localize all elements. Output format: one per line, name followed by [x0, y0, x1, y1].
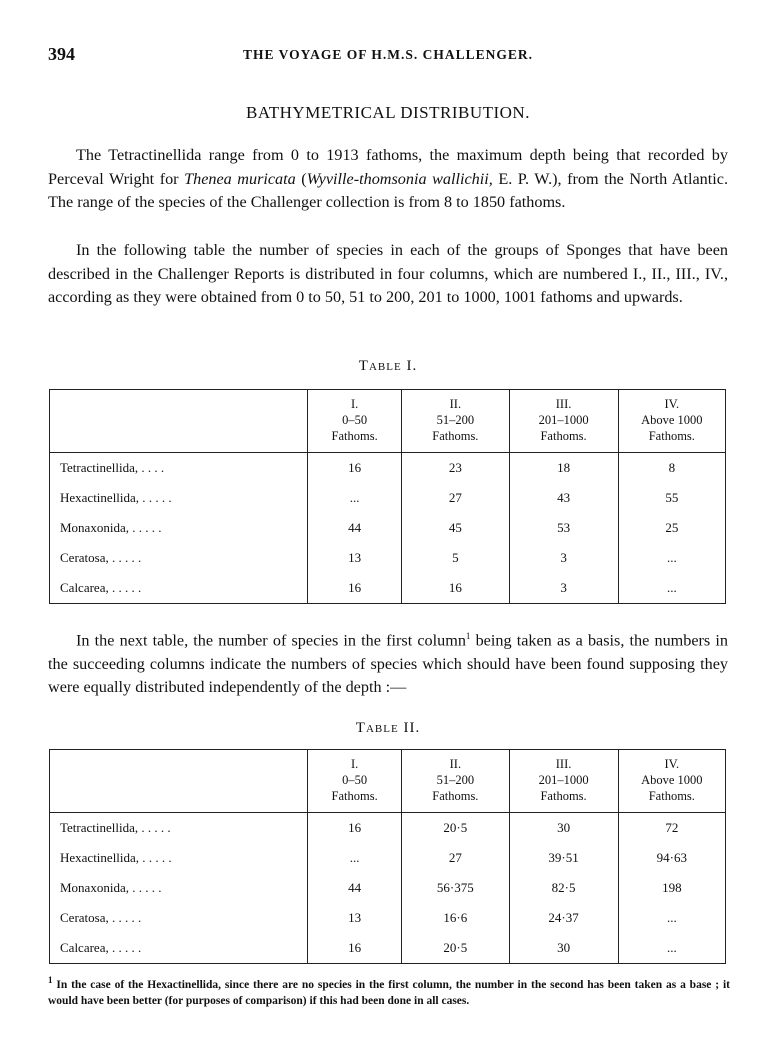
table-1-caption: [0, 358, 776, 375]
table-2-caption-word: able: [365, 720, 399, 736]
table-cell: 27: [402, 843, 509, 873]
table-cell: 23: [402, 453, 509, 484]
row-label: Hexactinellida, . . . . .: [60, 490, 172, 505]
table-row: [50, 483, 726, 513]
row-label: Calcarea, . . . . .: [60, 940, 142, 955]
table-cell: 44: [308, 873, 402, 903]
table-2: [49, 749, 726, 964]
table-cell: 94·63: [618, 843, 725, 873]
row-label: Monaxonida, . . . . .: [60, 880, 162, 895]
table-header-row: [50, 390, 726, 453]
table-cell: 27: [402, 483, 509, 513]
table-cell: ...: [618, 903, 725, 933]
table-cell: 20·5: [402, 813, 509, 844]
footnote-ref: 1: [465, 631, 471, 641]
table-cell: 43: [509, 483, 618, 513]
table-row: [50, 543, 726, 573]
table-cell: 8: [618, 453, 725, 484]
table-cell: 56·375: [402, 873, 509, 903]
paragraph-1: [48, 144, 728, 215]
table-cell: 20·5: [402, 933, 509, 964]
table-cell: 5: [402, 543, 509, 573]
table-row: [50, 813, 726, 844]
footnote-text: In the case of the Hexactinellida, since there are no species in the first column, the number in the second has been taken as a base ; it would have been better (for purposes of comparison) if this had been done in all cases.: [48, 978, 730, 1007]
table-header-col-2: II. 51–200 Fathoms.: [402, 750, 509, 813]
species-name-wyville: Wyville-thomsonia wallichii,: [306, 169, 493, 188]
table-cell: 55: [618, 483, 725, 513]
row-label: Ceratosa, . . . . .: [60, 910, 142, 925]
table-cell: 82·5: [509, 873, 618, 903]
table-cell: 25: [618, 513, 725, 543]
row-label: Calcarea, . . . . .: [60, 580, 142, 595]
table-row: [50, 573, 726, 604]
table-header-blank: [50, 390, 308, 453]
table-row: [50, 453, 726, 484]
section-title: BATHYMETRICAL DISTRIBUTION.: [246, 103, 530, 122]
table-cell: ...: [618, 543, 725, 573]
table-header-col-1: I. 0–50 Fathoms.: [308, 750, 402, 813]
table-cell: 3: [509, 543, 618, 573]
paragraph-1-text-a: The Tetractinellida range from 0 to 1913 fathoms, the maximum depth being that recorded by Perceval Wright for: [48, 146, 728, 188]
table-cell: 16: [308, 573, 402, 604]
table-header-col-1: I. 0–50 Fathoms.: [308, 390, 402, 453]
footnote-marker: 1: [48, 975, 53, 985]
footnote: [48, 972, 730, 1009]
table-1-caption-number: I.: [406, 358, 418, 374]
table-row: [50, 903, 726, 933]
paragraph-3-text-b: being taken as a basis, the numbers in the succeeding columns indicate the numbers of species which should have been found supposing they were equally distributed independently of the depth :—: [48, 631, 728, 697]
table-cell: 24·37: [509, 903, 618, 933]
row-label: Tetractinellida, . . . .: [60, 460, 165, 475]
table-1-caption-prefix: T: [358, 358, 369, 374]
table-cell: 13: [308, 903, 402, 933]
table-row: [50, 933, 726, 964]
row-label: Hexactinellida, . . . . .: [60, 850, 172, 865]
table-2-caption-prefix: T: [355, 720, 366, 736]
table-2-caption: [0, 720, 776, 737]
row-label: Ceratosa, . . . . .: [60, 550, 142, 565]
paragraph-3: [48, 625, 728, 700]
paragraph-1-text-b: (: [295, 169, 307, 188]
table-cell: ...: [618, 933, 725, 964]
table-cell: ...: [308, 843, 402, 873]
table-cell: 30: [509, 813, 618, 844]
table-cell: 16: [308, 933, 402, 964]
table-header-blank: [50, 750, 308, 813]
table-header-col-2: II. 51–200 Fathoms.: [402, 390, 509, 453]
table-cell: 198: [618, 873, 725, 903]
table-row: [50, 843, 726, 873]
table-1-caption-word: able: [368, 358, 402, 374]
page-number: 394: [48, 44, 75, 64]
table-header-col-4: IV. Above 1000 Fathoms.: [618, 750, 725, 813]
row-label: Monaxonida, . . . . .: [60, 520, 162, 535]
table-row: [50, 513, 726, 543]
table-cell: ...: [308, 483, 402, 513]
paragraph-2-text: In the following table the number of species in each of the groups of Sponges that have been described in the Challenger Reports is distributed in four columns, which are numbered I., II., III., IV., according as they were obtained from 0 to 50, 51 to 200, 201 to 1000, 1001 fathoms and upwards.: [48, 241, 728, 306]
table-row: [50, 873, 726, 903]
table-header-col-3: III. 201–1000 Fathoms.: [509, 390, 618, 453]
table-cell: ...: [618, 573, 725, 604]
table-header-col-3: III. 201–1000 Fathoms.: [509, 750, 618, 813]
table-cell: 44: [308, 513, 402, 543]
table-cell: 16·6: [402, 903, 509, 933]
row-label: Tetractinellida, . . . . .: [60, 820, 171, 835]
table-cell: 39·51: [509, 843, 618, 873]
paragraph-1-text-c: E. P. W.), from the North Atlantic. The range of the species of the Challenger collection is from 8 to 1850 fathoms.: [48, 169, 728, 211]
table-cell: 45: [402, 513, 509, 543]
running-title: THE VOYAGE OF H.M.S. CHALLENGER.: [242, 47, 534, 62]
table-1: [49, 389, 726, 604]
table-cell: 72: [618, 813, 725, 844]
table-cell: 3: [509, 573, 618, 604]
table-2-caption-number: II.: [403, 720, 421, 736]
table-cell: 53: [509, 513, 618, 543]
table-header-col-4: IV. Above 1000 Fathoms.: [618, 390, 725, 453]
table-cell: 16: [402, 573, 509, 604]
species-name-thenea: Thenea muricata: [184, 169, 296, 188]
table-cell: 30: [509, 933, 618, 964]
page-header: [48, 44, 728, 68]
paragraph-2: [48, 239, 728, 310]
table-cell: 18: [509, 453, 618, 484]
table-cell: 16: [308, 813, 402, 844]
table-cell: 13: [308, 543, 402, 573]
paragraph-3-text-a: In the next table, the number of species in the first column: [76, 631, 466, 650]
table-cell: 16: [308, 453, 402, 484]
table-header-row: [50, 750, 726, 813]
